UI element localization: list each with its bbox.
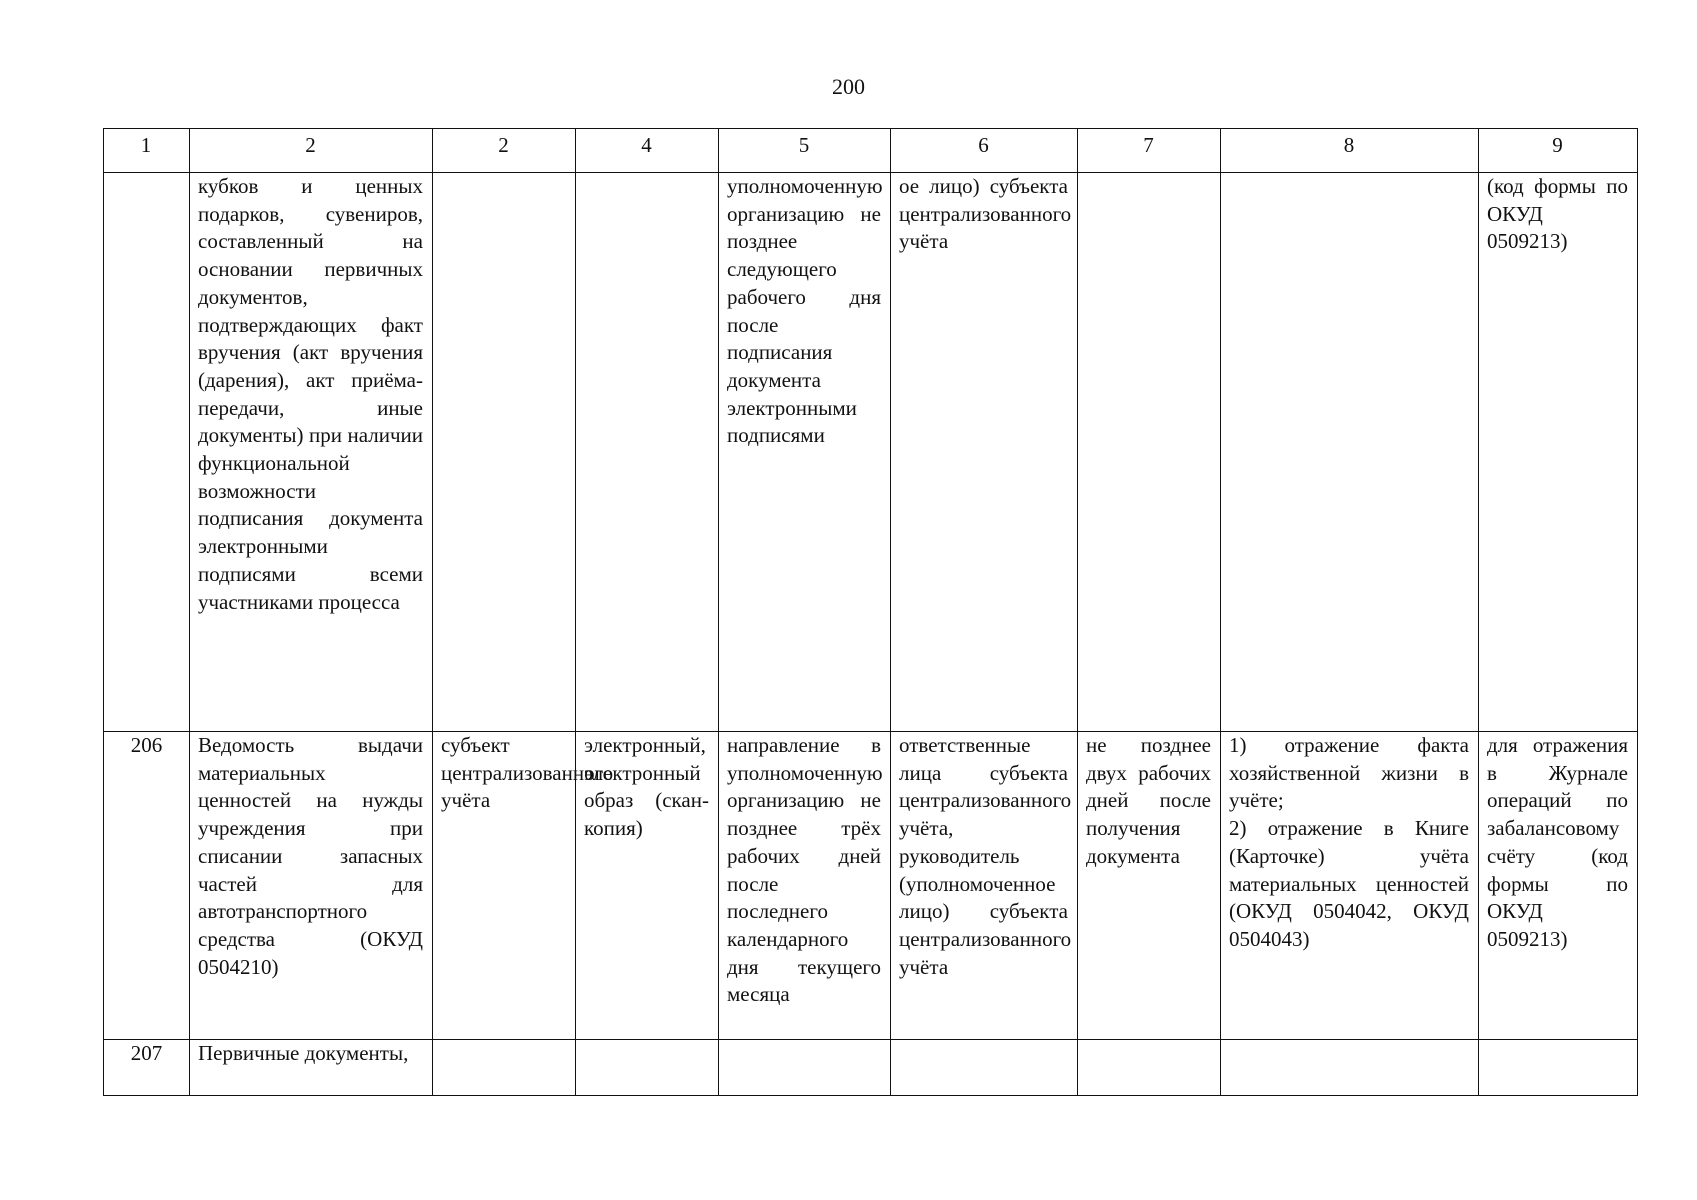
page-number: 200 xyxy=(832,74,865,99)
table-cell xyxy=(576,173,719,732)
column-header: 2 xyxy=(433,129,576,173)
cell-text: направление в уполномоченную организацию не позднее трёх рабочих дней после последнего календарного дня текущего месяца xyxy=(727,733,883,1007)
table-cell xyxy=(719,173,891,732)
table-cell xyxy=(891,732,1078,1040)
cell-text: не позднее двух рабочих дней после получения документа xyxy=(1086,733,1211,868)
row-number-cell xyxy=(104,173,190,732)
document-table xyxy=(103,128,1638,1096)
cell-text: ответственные лица субъекта централизованного учёта, руководитель (уполномоченное лицо) субъекта централизованного учёта xyxy=(899,733,1072,979)
table-cell xyxy=(891,1040,1078,1096)
cell-text: уполномоченную организацию не позднее следующего рабочего дня после подписания документа электронными подписями xyxy=(727,174,883,448)
table-cell xyxy=(1078,173,1221,732)
table-cell xyxy=(433,732,614,1040)
table-cell xyxy=(719,732,891,1040)
cell-text: 1) отражение факта хозяйственной жизни в учёте; 2) отражение в Книге (Карточке) учёта материальных ценностей (ОКУД 0504042, ОКУД 0504043) xyxy=(1229,733,1469,951)
cell-text: кубков и ценных подарков, сувениров, составленный на основании первичных документов, подтверждающих факт вручения (акт вручения (дарения), акт приёма-передачи, иные документы) при наличии функциональной возможности подписания документа электронными подписями всеми участниками процесса xyxy=(198,174,423,614)
document-name-cell xyxy=(190,1040,433,1096)
table-row xyxy=(104,1040,1638,1096)
table-cell xyxy=(1479,732,1638,1040)
cell-text: субъект централизованного учёта xyxy=(441,733,614,813)
table-cell xyxy=(1221,1040,1479,1096)
table-row xyxy=(104,732,1638,1040)
cell-text: электронный, электронный образ (скан-копия) xyxy=(584,733,709,841)
table-cell xyxy=(1479,1040,1638,1096)
table-cell xyxy=(1221,173,1479,732)
table-cell xyxy=(433,1040,576,1096)
table-cell xyxy=(1078,732,1221,1040)
column-header: 5 xyxy=(719,129,891,173)
column-header: 8 xyxy=(1221,129,1479,173)
column-header: 6 xyxy=(891,129,1078,173)
column-header: 1 xyxy=(104,129,190,173)
table-cell xyxy=(719,1040,891,1096)
table-cell xyxy=(891,173,1078,732)
cell-text: (код формы по ОКУД 0509213) xyxy=(1487,174,1628,254)
document-name-cell xyxy=(190,173,433,732)
column-header: 4 xyxy=(576,129,719,173)
table-cell xyxy=(1479,173,1638,732)
table-cell xyxy=(433,173,576,732)
table-cell xyxy=(576,732,719,1040)
cell-text: Ведомость выдачи материальных ценностей на нужды учреждения при списании запасных частей для автотранспортного средства (ОКУД 0504210) xyxy=(198,733,423,979)
row-number-cell: 207 xyxy=(104,1040,190,1096)
column-header: 2 xyxy=(190,129,433,173)
table-header-row xyxy=(104,129,1638,173)
table-cell xyxy=(576,1040,719,1096)
document-name-cell xyxy=(190,732,433,1040)
row-number-cell: 206 xyxy=(104,732,190,1040)
table-cell xyxy=(1221,732,1479,1040)
table-cell xyxy=(1078,1040,1221,1096)
column-header: 9 xyxy=(1479,129,1638,173)
column-header: 7 xyxy=(1078,129,1221,173)
cell-text: ое лицо) субъекта централизованного учёта xyxy=(899,174,1072,254)
cell-text: Первичные документы, xyxy=(198,1041,409,1065)
cell-text: для отражения в Журнале операций по забалансовому счёту (код формы по ОКУД 0509213) xyxy=(1487,733,1628,951)
table-row xyxy=(104,173,1638,732)
